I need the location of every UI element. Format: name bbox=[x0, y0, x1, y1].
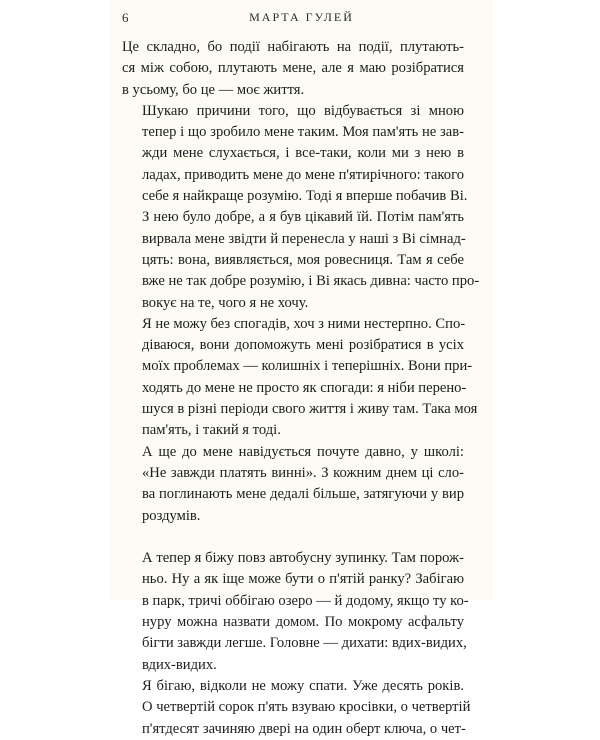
text-line: Я бігаю, відколи не можу спати. Уже десять років. bbox=[142, 677, 464, 694]
paragraph bbox=[122, 442, 464, 527]
scene-break bbox=[122, 527, 464, 548]
text-line: ходять до мене не просто як спогади: я ніби перено- bbox=[142, 379, 467, 396]
text-line: в парк, тричі оббігаю озеро — й додому, якщо ту ко- bbox=[142, 592, 469, 609]
text-line: А ще до мене навідується почуте давно, у школі: bbox=[142, 443, 464, 460]
text-line: моїх проблемах — колишніх і теперішніх. Вони при- bbox=[142, 358, 473, 375]
text-line: себе я найкраще розумію. Тоді я вперше побачив Ві. bbox=[142, 188, 468, 205]
paragraph bbox=[122, 37, 464, 101]
text-line: О четвертій сорок п'ять взуваю кросівки, о четвертій bbox=[142, 699, 471, 716]
text-line: вирвала мене звідти й перенесла у наші з Ві сімнад- bbox=[142, 230, 466, 247]
paragraph bbox=[122, 548, 469, 676]
text-line: шуся в різні періоди свого життя і живу там. Така моя bbox=[142, 401, 478, 418]
text-line: З нею було добре, а я був цікавий їй. Потім пам'ять bbox=[142, 209, 464, 226]
text-line: цять: вона, виявляється, моя ровесниця. Там я себе bbox=[142, 251, 464, 268]
text-line: жди мене слухається, і все-таки, коли ми з нею в bbox=[142, 145, 464, 162]
text-line: «Не завжди платять винні». З кожним днем ці сло- bbox=[142, 464, 464, 481]
body-text bbox=[122, 37, 480, 740]
paragraph bbox=[122, 314, 478, 442]
text-line: вже не так добре розумію, і Ві якась дивна: часто про- bbox=[142, 273, 480, 290]
text-line: ньо. Ну а як іще може бути о п'ятій ранку? Забігаю bbox=[142, 571, 464, 588]
running-head bbox=[122, 10, 481, 28]
text-line: пам'ять, і такий я тоді. bbox=[142, 422, 281, 439]
text-line: в усьому, бо це — моє життя. bbox=[122, 81, 305, 98]
text-line: ва поглинають мене дедалі більше, затягуючи у вир bbox=[142, 486, 464, 503]
text-line: Шукаю причини того, що відбувається зі мною bbox=[142, 102, 464, 119]
author-name: МАРТА ГУЛЕЙ bbox=[249, 10, 354, 24]
text-line: Це складно, бо події набігають на події, плутають- bbox=[122, 39, 464, 55]
text-line: А тепер я біжу повз автобусну зупинку. Там порож- bbox=[142, 550, 464, 567]
text-line: вдих-видих. bbox=[142, 656, 217, 673]
text-line: тепер і що зробило мене таким. Моя пам'ять не зав- bbox=[142, 124, 464, 141]
text-line: роздумів. bbox=[142, 507, 201, 524]
text-line: нуру можна назвати домом. По мокрому асфальту bbox=[142, 614, 464, 631]
paragraph bbox=[122, 676, 471, 740]
text-line: діваюся, вони допоможуть мені розібратися в усіх bbox=[142, 337, 464, 354]
text-line: п'ятдесят зачиняю двері на один оберт ключа, о чет- bbox=[142, 720, 466, 737]
text-line: Я не можу без спогадів, хоч з ними нестерпно. Спо- bbox=[142, 315, 466, 332]
page-number: 6 bbox=[122, 10, 129, 25]
text-line: ладах, приводить мене до мене п'ятирічного: такого bbox=[142, 166, 464, 183]
book-page bbox=[109, 0, 493, 737]
text-line: вокує на те, чого я не хочу. bbox=[142, 294, 309, 311]
text-line: ся між собою, плутають мене, але я маю розібратися bbox=[122, 60, 464, 77]
paragraph bbox=[122, 101, 480, 314]
text-line: бігти завжди легше. Головне — дихати: вдих-видих, bbox=[142, 635, 467, 652]
